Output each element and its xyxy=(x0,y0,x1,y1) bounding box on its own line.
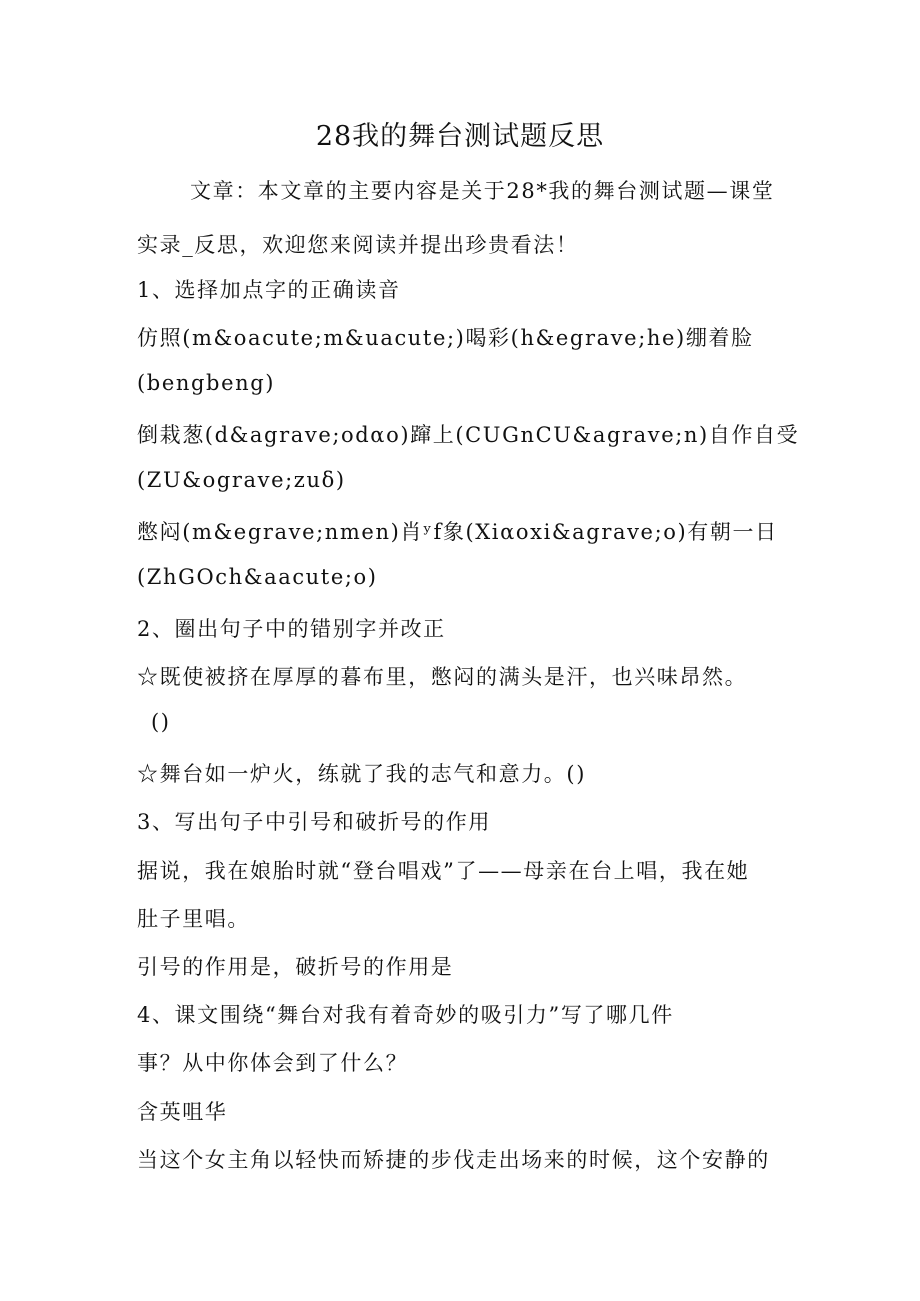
pinyin-line-1: 仿照(m&oacute;m&uacute;)喝彩(h&egrave;he)绷着脸 xyxy=(137,326,754,350)
question-4-heading: 4、课文围绕“舞台对我有着奇妙的吸引力”写了哪几件 xyxy=(137,1003,674,1027)
intro-line-2: 实录_反思，欢迎您来阅读并提出珍贵看法！ xyxy=(137,233,579,257)
pinyin-line-3: 倒栽葱(d&agrave;odαo)蹿上(CUGnCU&agrave;n)自作自受 xyxy=(137,423,800,447)
body-paragraph-line: 当这个女主角以轻快而矫捷的步伐走出场来的时候，这个安静的 xyxy=(137,1148,770,1172)
question-4-line-2: 事？从中你体会到了什么？ xyxy=(137,1051,409,1075)
typo-sentence-2: ☆舞台如一炉火，练就了我的志气和意力。() xyxy=(137,762,586,786)
question-1-heading: 1、选择加点字的正确读音 xyxy=(137,278,401,302)
section-heading: 含英咀华 xyxy=(137,1100,228,1124)
pinyin-line-2: (bengbeng) xyxy=(137,371,276,395)
pinyin-line-4: (ZU&ograve;zuδ) xyxy=(137,468,346,492)
question-3-heading: 3、写出句子中引号和破折号的作用 xyxy=(137,810,491,834)
pinyin-line-5: 憋闷(m&egrave;nmen)肖ʸf象(Xiαoxi&agrave;o)有朝一日 xyxy=(137,520,778,544)
quote-line-1: 据说，我在娘胎时就“登台唱戏”了——母亲在台上唱，我在她 xyxy=(137,859,750,883)
document-title: 28我的舞台测试题反思 xyxy=(315,121,605,152)
typo-sentence-1: ☆既使被挤在厚厚的暮布里，憋闷的满头是汗，也兴味昂然。 xyxy=(137,665,748,689)
intro-line-1: 文章：本文章的主要内容是关于28*我的舞台测试题—课堂 xyxy=(190,179,775,203)
answer-blank: () xyxy=(151,710,171,734)
answer-prompt: 引号的作用是，破折号的作用是 xyxy=(137,955,454,979)
pinyin-line-6: (ZhGOch&aacute;o) xyxy=(137,565,378,589)
quote-line-2: 肚子里唱。 xyxy=(137,907,250,931)
question-2-heading: 2、圈出句子中的错别字并改正 xyxy=(137,617,446,641)
